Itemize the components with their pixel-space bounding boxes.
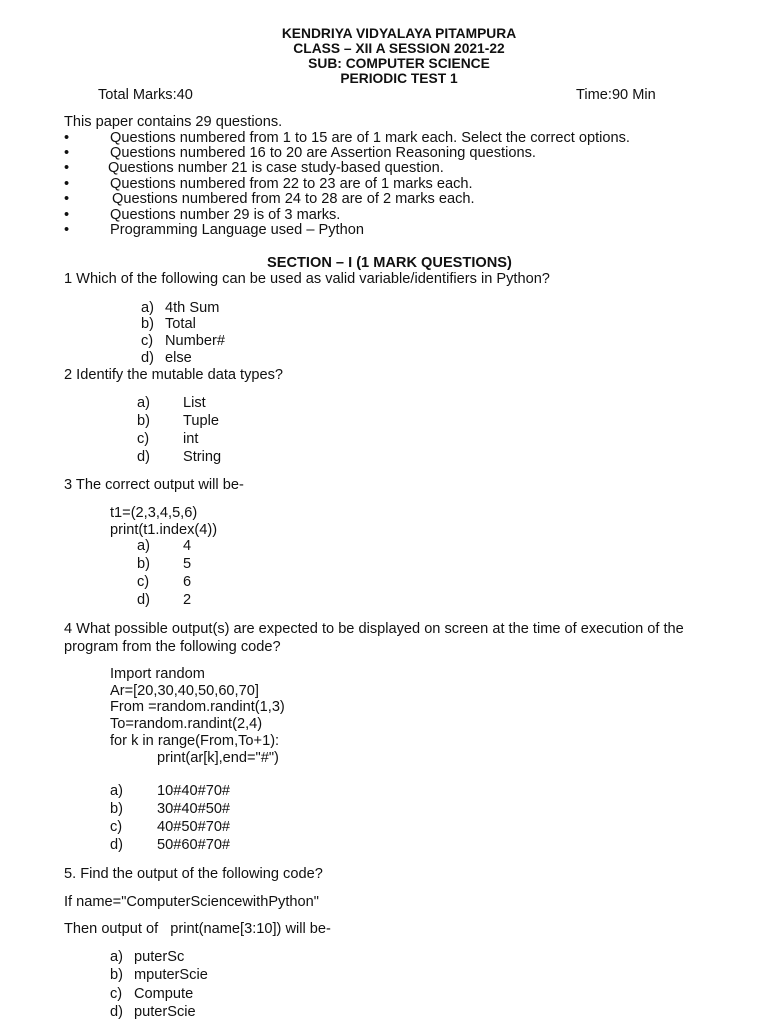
code-line: print(t1.index(4)) xyxy=(110,522,218,538)
option-label: d) xyxy=(110,837,123,853)
option-text: 5 xyxy=(183,556,192,572)
option-label: b) xyxy=(137,413,150,429)
option-label: a) xyxy=(137,395,150,411)
class-session: CLASS – XII A SESSION 2021-22 xyxy=(293,41,505,56)
bullet-glyph: • xyxy=(64,130,70,146)
option-text: puterScie xyxy=(134,1004,196,1020)
instruction-item: Questions numbered from 24 to 28 are of 2 marks each. xyxy=(112,191,475,207)
option-label: b) xyxy=(137,556,150,572)
bullet-glyph: • xyxy=(64,160,70,176)
instruction-item: Programming Language used – Python xyxy=(110,222,364,238)
bullet-glyph: • xyxy=(64,191,70,207)
option-text: Total xyxy=(165,316,196,332)
question-3-text: 3 The correct output will be- xyxy=(64,477,244,493)
option-label: b) xyxy=(141,316,154,332)
option-text: 40#50#70# xyxy=(157,819,231,835)
option-text: 6 xyxy=(183,574,192,590)
code-line: From =random.randint(1,3) xyxy=(110,699,285,715)
option-label: d) xyxy=(110,1004,123,1020)
option-label: d) xyxy=(137,449,150,465)
option-text: 4th Sum xyxy=(165,300,220,316)
option-label: c) xyxy=(110,986,123,1002)
option-label: c) xyxy=(141,333,154,349)
code-line: for k in range(From,To+1): xyxy=(110,733,280,749)
option-label: c) xyxy=(110,819,123,835)
option-text: String xyxy=(183,449,222,465)
option-label: b) xyxy=(110,967,123,983)
question-5-given: If name="ComputerSciencewithPython" xyxy=(64,894,319,910)
instruction-item: Questions number 29 is of 3 marks. xyxy=(110,207,341,223)
question-5-then: Then output of print(name[3:10]) will be- xyxy=(64,921,331,937)
bullet-glyph: • xyxy=(64,207,70,223)
bullet-glyph: • xyxy=(64,145,70,161)
question-4-text-line-2: program from the following code? xyxy=(64,639,281,655)
test-title: PERIODIC TEST 1 xyxy=(340,71,458,86)
option-label: a) xyxy=(141,300,154,316)
instruction-item: Questions numbered from 1 to 15 are of 1 mark each. Select the correct options. xyxy=(110,130,630,146)
option-text: puterSc xyxy=(134,949,185,965)
option-label: c) xyxy=(137,574,150,590)
option-text: 4 xyxy=(183,538,192,554)
question-4-text-line-1: 4 What possible output(s) are expected to be displayed on screen at the time of execution of the xyxy=(64,621,684,637)
option-label: c) xyxy=(137,431,150,447)
instruction-item: Questions numbered from 22 to 23 are of 1 marks each. xyxy=(110,176,473,192)
option-text: Compute xyxy=(134,986,194,1002)
section-title: SECTION – I (1 MARK QUESTIONS) xyxy=(267,255,512,271)
total-marks: Total Marks:40 xyxy=(98,87,193,103)
instruction-item: Questions numbered 16 to 20 are Assertion Reasoning questions. xyxy=(110,145,536,161)
instructions-intro: This paper contains 29 questions. xyxy=(64,114,283,130)
option-text: int xyxy=(183,431,199,447)
option-label: b) xyxy=(110,801,123,817)
code-line: print(ar[k],end="#") xyxy=(157,750,279,766)
option-label: a) xyxy=(110,949,123,965)
question-2-text: 2 Identify the mutable data types? xyxy=(64,367,284,383)
instruction-item: Questions number 21 is case study-based question. xyxy=(108,160,444,176)
option-label: a) xyxy=(137,538,150,554)
option-text: Tuple xyxy=(183,413,219,429)
option-text: else xyxy=(165,350,192,366)
code-line: Import random xyxy=(110,666,205,682)
option-text: List xyxy=(183,395,206,411)
option-text: 30#40#50# xyxy=(157,801,231,817)
option-label: d) xyxy=(137,592,150,608)
code-line: t1=(2,3,4,5,6) xyxy=(110,505,198,521)
option-text: 50#60#70# xyxy=(157,837,231,853)
option-text: Number# xyxy=(165,333,226,349)
bullet-glyph: • xyxy=(64,222,70,238)
option-text: 2 xyxy=(183,592,192,608)
option-label: d) xyxy=(141,350,154,366)
option-text: 10#40#70# xyxy=(157,783,231,799)
question-1-text: 1 Which of the following can be used as valid variable/identifiers in Python? xyxy=(64,271,550,287)
code-line: Ar=[20,30,40,50,60,70] xyxy=(110,683,259,699)
school-name: KENDRIYA VIDYALAYA PITAMPURA xyxy=(281,26,517,41)
code-line: To=random.randint(2,4) xyxy=(110,716,263,732)
option-text: mputerScie xyxy=(134,967,208,983)
question-5-text: 5. Find the output of the following code? xyxy=(64,866,323,882)
time-allowed: Time:90 Min xyxy=(576,87,656,103)
subject-title: SUB: COMPUTER SCIENCE xyxy=(308,56,490,71)
option-label: a) xyxy=(110,783,123,799)
bullet-glyph: • xyxy=(64,176,70,192)
